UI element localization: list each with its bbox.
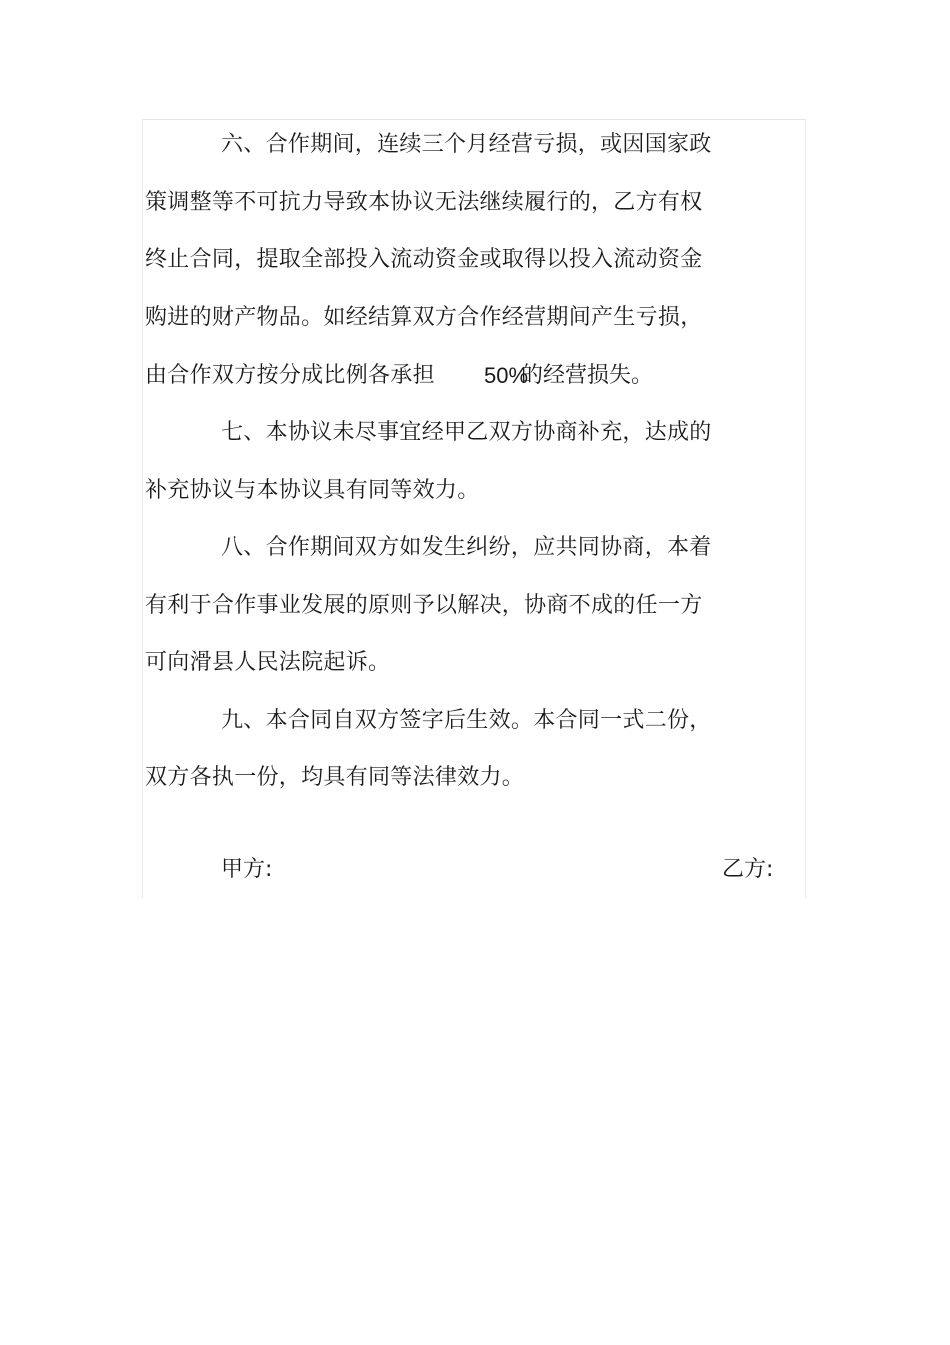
clause-6-line-4: 购进的财产物品。如经结算双方合作经营期间产生亏损， (145, 305, 703, 330)
loss-share-percent: 50% (484, 363, 529, 388)
clause-8-line-2: 有利于合作事业发展的原则予以解决，协商不成的任一方 (145, 593, 703, 618)
clause-6-line-3: 终止合同，提取全部投入流动资金或取得以投入流动资金 (145, 247, 703, 272)
clause-8-line-3: 可向滑县人民法院起诉。 (145, 650, 391, 675)
clause-6-line-2: 策调整等不可抗力导致本协议无法继续履行的，乙方有权 (145, 190, 703, 215)
clause-8-line-1: 八、合作期间双方如发生纠纷，应共同协商，本着 (221, 535, 712, 560)
clause-7-line-2: 补充协议与本协议具有同等效力。 (145, 478, 480, 503)
clause-6-line-1: 六、合作期间，连续三个月经营亏损，或因国家政 (221, 132, 712, 157)
party-b-signature-label: 乙方: (722, 857, 774, 882)
clause-9-line-1: 九、本合同自双方签字后生效。本合同一式二份， (221, 708, 712, 733)
clause-9-line-2: 双方各执一份，均具有同等法律效力。 (145, 765, 525, 790)
clause-7-line-1: 七、本协议未尽事宜经甲乙双方协商补充，达成的 (221, 420, 712, 445)
clause-6-line-5: 由合作双方按分成比例各承担 (145, 363, 435, 388)
party-a-signature-label: 甲方: (221, 857, 273, 882)
loss-share-tail: 的经营损失。 (521, 363, 654, 388)
